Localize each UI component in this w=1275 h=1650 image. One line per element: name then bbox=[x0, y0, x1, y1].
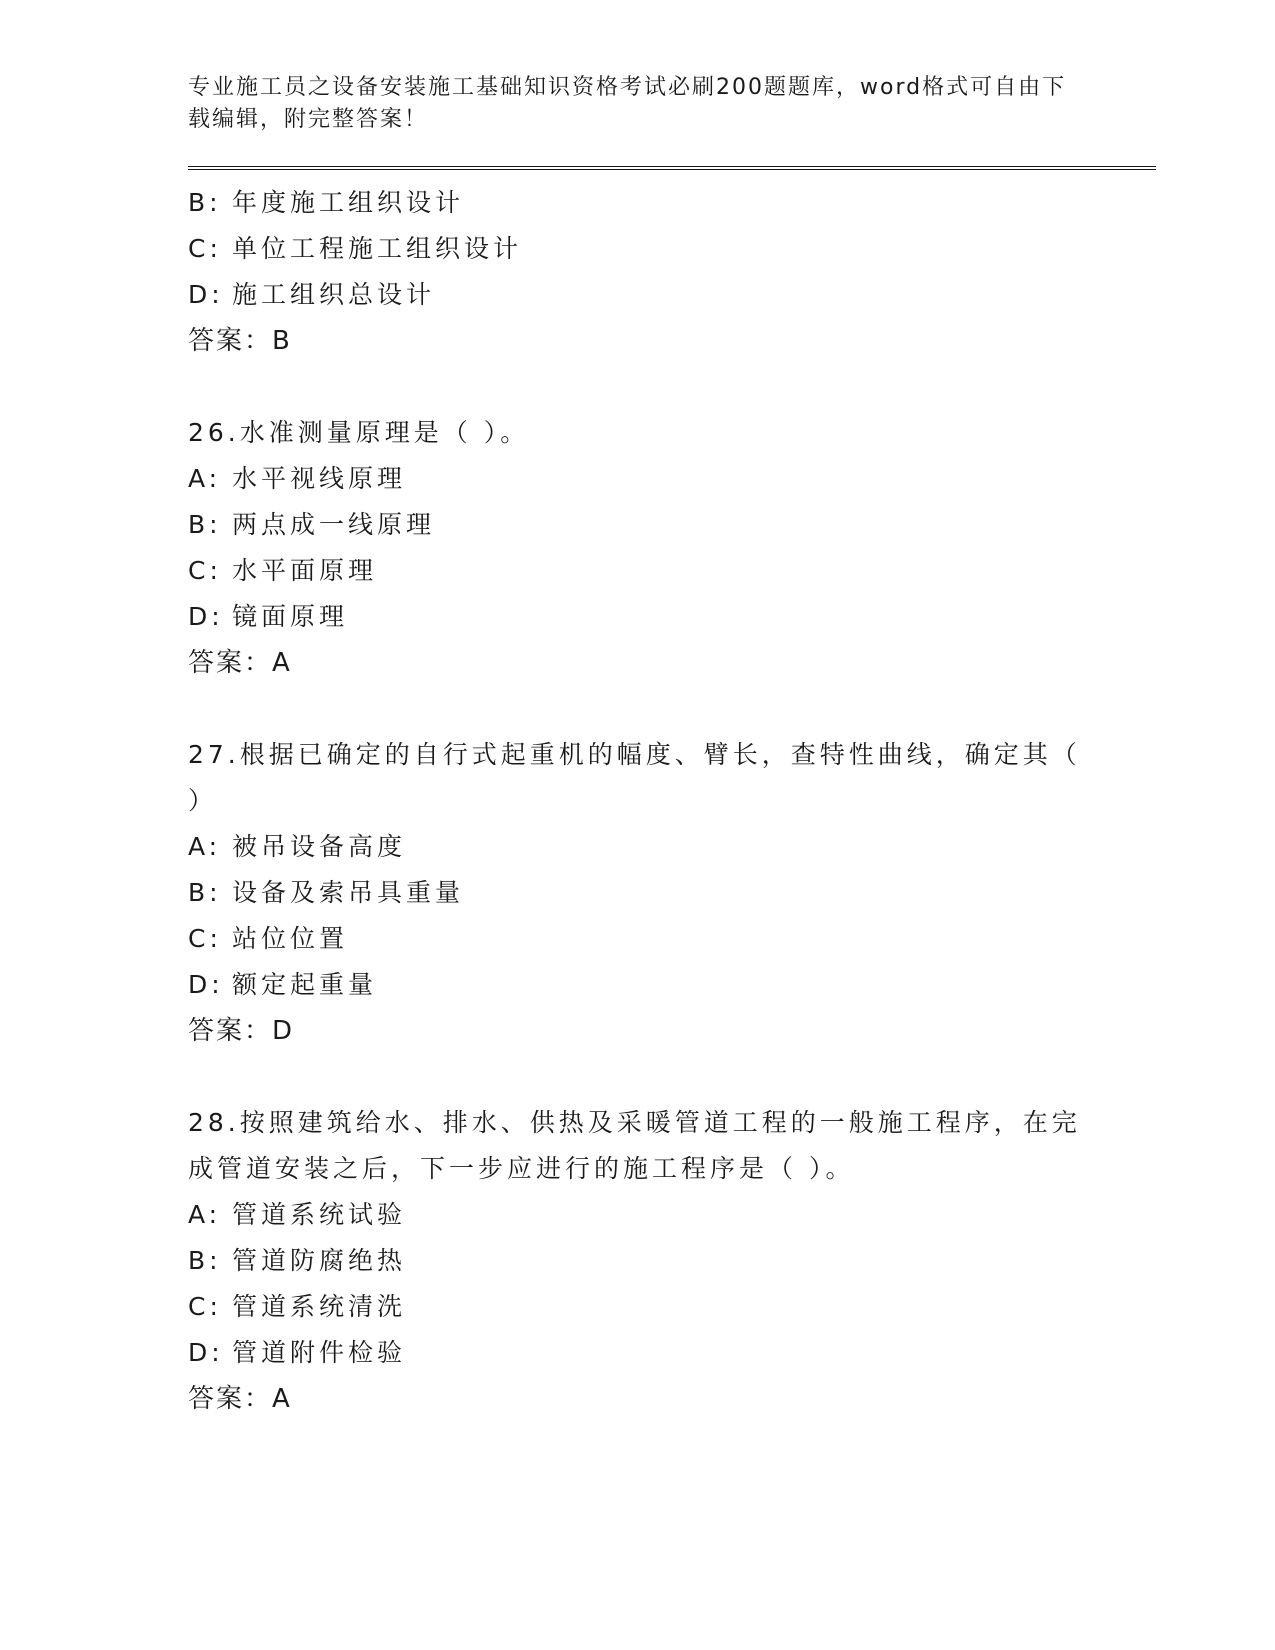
answer-line: 答案：A bbox=[188, 1384, 292, 1414]
option-line bbox=[188, 594, 1156, 640]
option-label: B: bbox=[188, 510, 222, 539]
option-label: D: bbox=[188, 602, 224, 631]
option-line bbox=[188, 1238, 1156, 1284]
answer-line: 答案：D bbox=[188, 1016, 295, 1046]
option-text: 水平视线原理 bbox=[232, 464, 407, 493]
option-text: 水平面原理 bbox=[232, 556, 378, 585]
option-line bbox=[188, 1192, 1156, 1238]
question-stem: 27.根据已确定的自行式起重机的幅度、臂长，查特性曲线，确定其（ ） bbox=[188, 740, 1081, 815]
option-line bbox=[188, 824, 1156, 870]
option-label: B: bbox=[188, 878, 222, 907]
option-text: 镜面原理 bbox=[232, 602, 349, 631]
spacer bbox=[188, 364, 1156, 410]
option-label: B: bbox=[188, 1246, 222, 1275]
option-line bbox=[188, 916, 1156, 962]
option-text: 管道附件检验 bbox=[232, 1338, 407, 1367]
option-line bbox=[188, 456, 1156, 502]
option-text: 年度施工组织设计 bbox=[232, 188, 465, 217]
option-label: D: bbox=[188, 1338, 224, 1367]
option-line bbox=[188, 180, 1156, 226]
question-stem: 28.按照建筑给水、排水、供热及采暖管道工程的一般施工程序，在完成管道安装之后，下一步应进行的施工程序是（ ）。 bbox=[188, 1108, 1081, 1183]
option-line bbox=[188, 502, 1156, 548]
option-line bbox=[188, 226, 1156, 272]
option-label: A: bbox=[188, 832, 222, 861]
answer-line: 答案：A bbox=[188, 648, 292, 678]
page-header: 专业施工员之设备安装施工基础知识资格考试必刷200题题库，word格式可自由下载编辑，附完整答案！ bbox=[188, 75, 1067, 132]
option-label: C: bbox=[188, 556, 222, 585]
option-line bbox=[188, 1330, 1156, 1376]
option-text: 设备及索吊具重量 bbox=[232, 878, 465, 907]
option-text: 管道防腐绝热 bbox=[232, 1246, 407, 1275]
header-divider bbox=[188, 166, 1156, 170]
option-line bbox=[188, 272, 1156, 318]
option-line bbox=[188, 548, 1156, 594]
option-label: C: bbox=[188, 234, 222, 263]
option-text: 站位位置 bbox=[232, 924, 349, 953]
spacer bbox=[188, 1054, 1156, 1100]
option-line bbox=[188, 1284, 1156, 1330]
option-label: D: bbox=[188, 280, 224, 309]
option-text: 单位工程施工组织设计 bbox=[232, 234, 523, 263]
option-label: D: bbox=[188, 970, 224, 999]
question-block-28 bbox=[188, 1100, 1156, 1422]
option-label: A: bbox=[188, 464, 222, 493]
option-text: 额定起重量 bbox=[232, 970, 378, 999]
option-text: 两点成一线原理 bbox=[232, 510, 436, 539]
option-text: 管道系统试验 bbox=[232, 1200, 407, 1229]
option-text: 被吊设备高度 bbox=[232, 832, 407, 861]
question-block-27 bbox=[188, 732, 1156, 1054]
option-label: A: bbox=[188, 1200, 222, 1229]
question-stem: 26.水准测量原理是（ ）。 bbox=[188, 418, 530, 447]
question-block-26 bbox=[188, 410, 1156, 686]
document-page bbox=[188, 72, 1156, 1422]
option-text: 管道系统清洗 bbox=[232, 1292, 407, 1321]
option-label: C: bbox=[188, 924, 222, 953]
option-label: B: bbox=[188, 188, 222, 217]
answer-line: 答案：B bbox=[188, 326, 292, 356]
question-block-partial bbox=[188, 180, 1156, 364]
spacer bbox=[188, 686, 1156, 732]
option-line bbox=[188, 962, 1156, 1008]
option-line bbox=[188, 870, 1156, 916]
option-label: C: bbox=[188, 1292, 222, 1321]
document-body bbox=[188, 180, 1156, 1422]
option-text: 施工组织总设计 bbox=[232, 280, 436, 309]
